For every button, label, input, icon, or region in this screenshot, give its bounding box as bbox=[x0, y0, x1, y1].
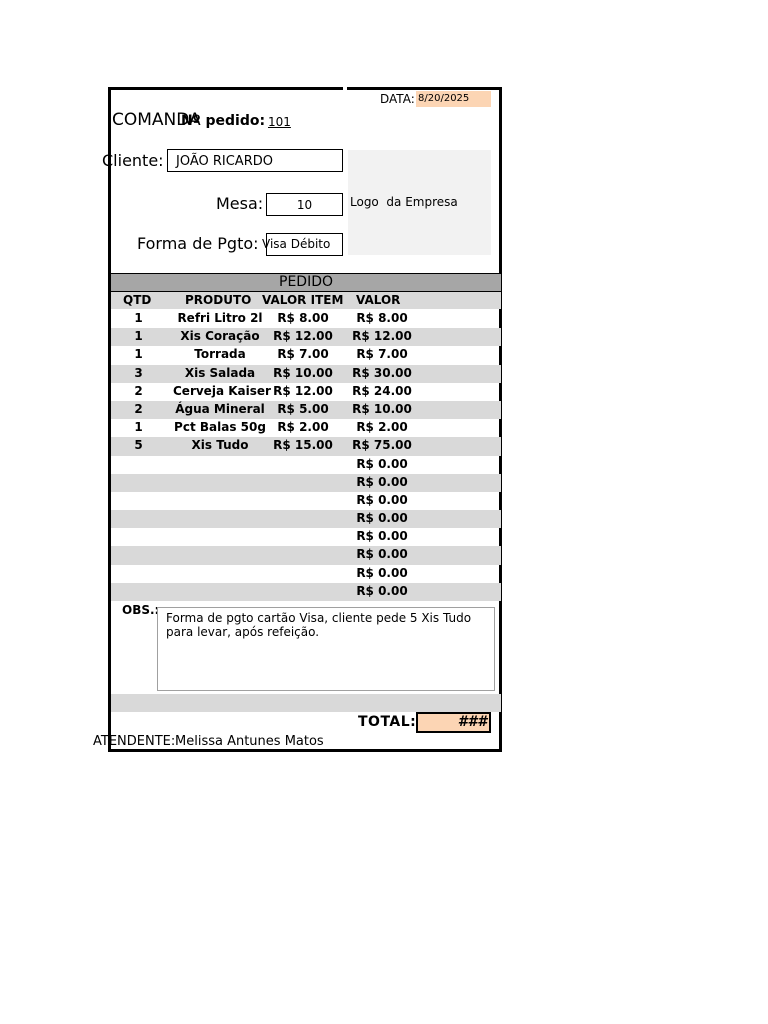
table-row[interactable] bbox=[111, 492, 501, 510]
table-row[interactable] bbox=[111, 419, 501, 437]
date-field[interactable]: 8/20/2025 bbox=[416, 91, 491, 107]
cell-produto: Xis Coração bbox=[180, 329, 260, 344]
cell-valor: R$ 75.00 bbox=[352, 438, 412, 453]
cell-valor-item: R$ 7.00 bbox=[277, 347, 329, 362]
cell-qtd: 5 bbox=[134, 438, 143, 453]
cell-valor: R$ 0.00 bbox=[356, 547, 408, 562]
table-row[interactable] bbox=[111, 565, 501, 583]
table-row[interactable] bbox=[111, 456, 501, 474]
cell-valor: R$ 7.00 bbox=[356, 347, 408, 362]
payment-field[interactable]: Visa Débito bbox=[266, 233, 343, 256]
table-row[interactable] bbox=[111, 383, 501, 401]
cell-qtd: 1 bbox=[134, 347, 143, 362]
cell-valor-item: R$ 5.00 bbox=[277, 401, 329, 416]
table-row[interactable] bbox=[111, 365, 501, 383]
form-border-top bbox=[108, 87, 343, 90]
table-row[interactable] bbox=[111, 474, 501, 492]
form-border-bottom bbox=[108, 749, 502, 752]
table-number-field[interactable]: 10 bbox=[266, 193, 343, 216]
cell-qtd: 1 bbox=[134, 329, 143, 344]
cell-valor: R$ 12.00 bbox=[352, 329, 412, 344]
cell-valor: R$ 0.00 bbox=[356, 583, 408, 598]
cell-valor: R$ 2.00 bbox=[356, 420, 408, 435]
total-label: TOTAL: bbox=[358, 714, 417, 730]
cell-valor-item: R$ 12.00 bbox=[273, 329, 333, 344]
cell-qtd: 1 bbox=[134, 311, 143, 325]
cell-produto: Torrada bbox=[194, 347, 246, 362]
column-header-valor-item: VALOR ITEM bbox=[262, 293, 344, 307]
cell-valor-item: R$ 2.00 bbox=[277, 420, 329, 435]
cell-qtd: 1 bbox=[134, 420, 143, 435]
spacer-band bbox=[111, 694, 501, 712]
cell-valor: R$ 8.00 bbox=[356, 311, 408, 325]
table-row[interactable] bbox=[111, 437, 501, 455]
cell-valor: R$ 0.00 bbox=[356, 456, 408, 471]
order-table-body bbox=[111, 310, 501, 601]
cell-valor: R$ 30.00 bbox=[352, 365, 412, 380]
column-header-qtd: QTD bbox=[123, 293, 152, 307]
table-row[interactable] bbox=[111, 346, 501, 364]
payment-label: Forma de Pgto: bbox=[137, 234, 259, 253]
cell-valor-item: R$ 8.00 bbox=[277, 311, 329, 325]
cell-valor: R$ 0.00 bbox=[356, 474, 408, 489]
obs-label: OBS.: bbox=[122, 603, 160, 617]
table-row[interactable] bbox=[111, 546, 501, 564]
cell-produto: Xis Tudo bbox=[191, 438, 249, 453]
cell-valor-item: R$ 15.00 bbox=[273, 438, 333, 453]
table-row[interactable] bbox=[111, 528, 501, 546]
client-label: Cliente: bbox=[102, 151, 164, 170]
order-number-label: Nº pedido: bbox=[181, 113, 266, 129]
cell-valor: R$ 0.00 bbox=[356, 511, 408, 526]
table-row[interactable] bbox=[111, 310, 501, 328]
cell-produto: Água Mineral bbox=[175, 401, 265, 416]
obs-field[interactable]: Forma de pgto cartão Visa, cliente pede 5 Xis Tudo para levar, após refeição. bbox=[157, 607, 495, 691]
column-header-produto: PRODUTO bbox=[185, 293, 252, 307]
page-title: COMANDA bbox=[112, 110, 201, 130]
order-section-title: PEDIDO bbox=[111, 273, 501, 292]
cell-produto: Cerveja Kaiser bbox=[173, 383, 271, 398]
form-border-top bbox=[347, 87, 502, 90]
table-row[interactable] bbox=[111, 401, 501, 419]
table-row[interactable] bbox=[111, 510, 501, 528]
cell-qtd: 3 bbox=[134, 365, 143, 380]
cell-qtd: 2 bbox=[134, 383, 143, 398]
cell-valor: R$ 0.00 bbox=[356, 492, 408, 507]
table-row[interactable] bbox=[111, 328, 501, 346]
cell-valor-item: R$ 10.00 bbox=[273, 365, 333, 380]
total-value[interactable]: ### bbox=[416, 712, 491, 733]
order-table-header bbox=[111, 292, 501, 309]
cell-valor: R$ 0.00 bbox=[356, 529, 408, 544]
cell-valor: R$ 24.00 bbox=[352, 383, 412, 398]
cell-valor-item: R$ 12.00 bbox=[273, 383, 333, 398]
date-label: DATA: bbox=[380, 92, 415, 106]
cell-qtd: 2 bbox=[134, 401, 143, 416]
table-row[interactable] bbox=[111, 583, 501, 601]
cell-valor: R$ 0.00 bbox=[356, 565, 408, 580]
cell-produto: Pct Balas 50g bbox=[174, 420, 266, 435]
client-field[interactable]: JOÃO RICARDO bbox=[167, 149, 343, 172]
cell-produto: Refri Litro 2l bbox=[177, 311, 263, 325]
company-logo-text: Logo da Empresa bbox=[350, 195, 458, 209]
cell-valor: R$ 10.00 bbox=[352, 401, 412, 416]
order-number-value[interactable]: 101 bbox=[268, 115, 291, 129]
attendant-name[interactable]: Melissa Antunes Matos bbox=[175, 734, 324, 749]
column-header-valor: VALOR bbox=[356, 293, 401, 307]
cell-produto: Xis Salada bbox=[184, 365, 256, 380]
attendant-label: ATENDENTE: bbox=[93, 734, 176, 749]
table-label: Mesa: bbox=[216, 194, 264, 213]
